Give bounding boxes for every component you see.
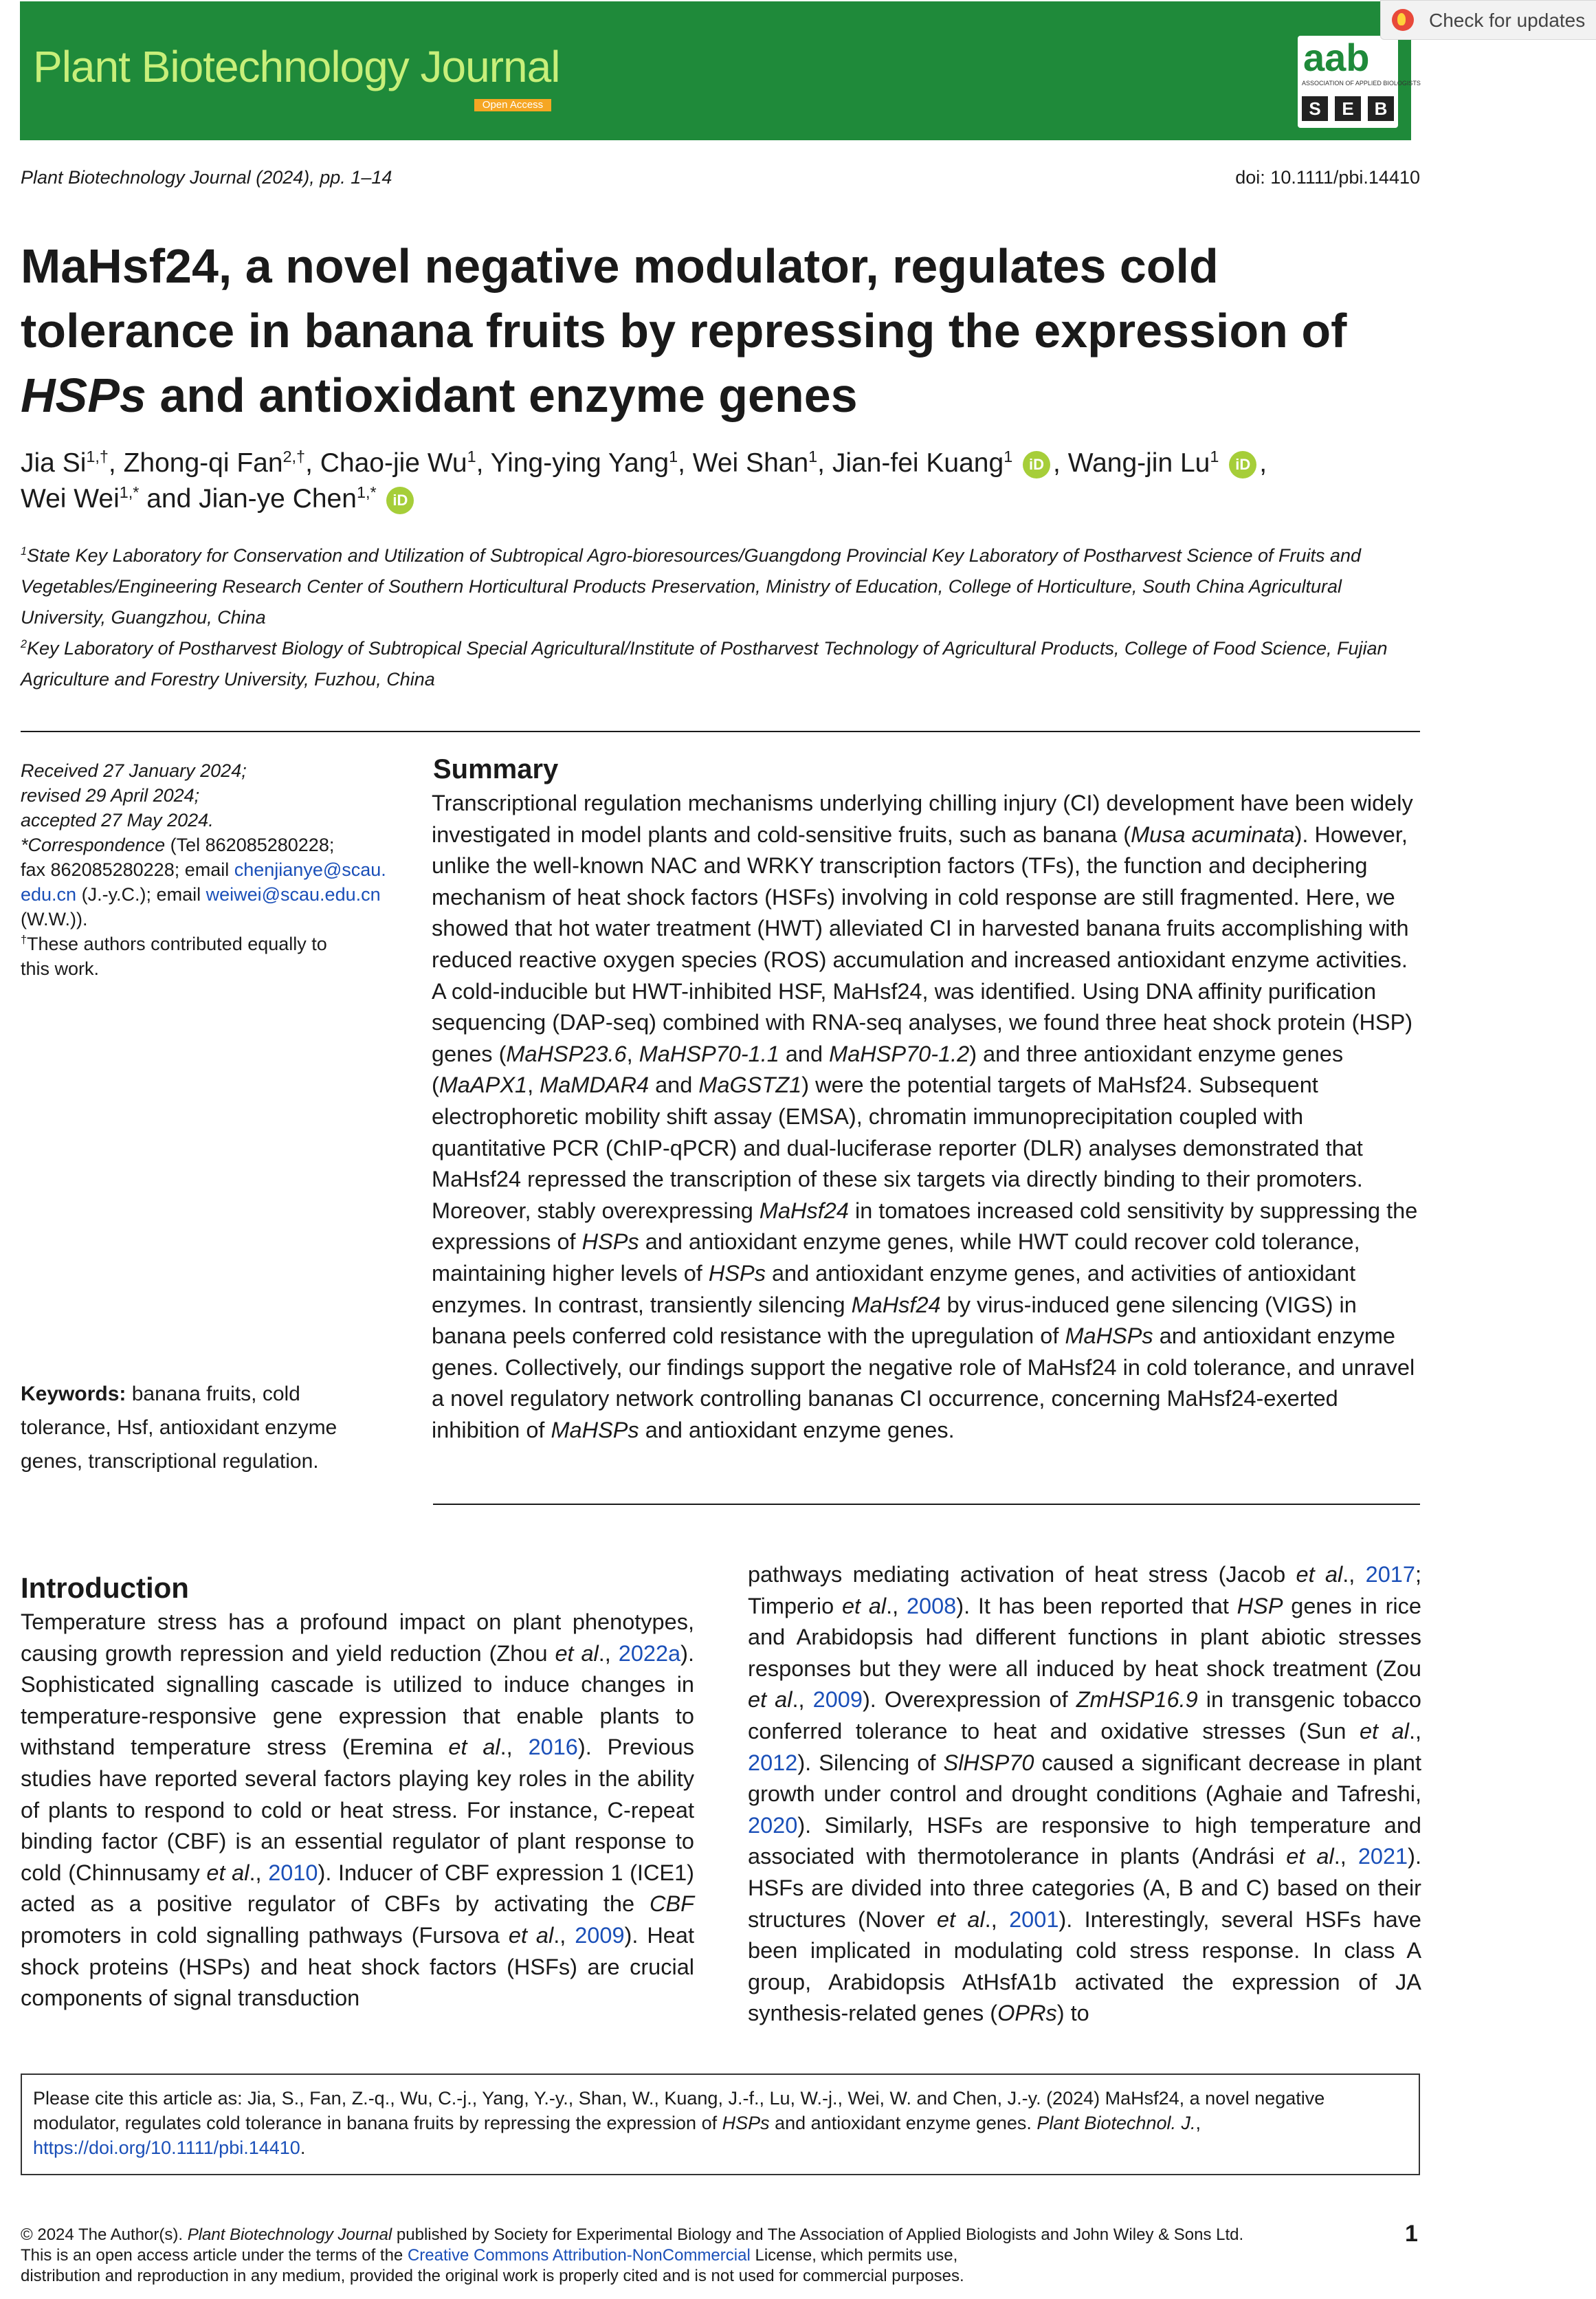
- author-name: Ying-ying Yang: [490, 448, 669, 478]
- orcid-icon[interactable]: iD: [1023, 451, 1050, 478]
- reference-link[interactable]: 2008: [906, 1593, 957, 1618]
- author: [21, 448, 109, 478]
- summary-heading: Summary: [433, 754, 559, 784]
- reference-link[interactable]: 2017: [1365, 1562, 1415, 1587]
- correspondence: [21, 882, 406, 907]
- affiliation: [21, 540, 1430, 633]
- check-updates-icon: [1392, 9, 1414, 31]
- introduction-column-left: Temperature stress has a profound impact on plant phenotypes, causing growth repression and yield reduction (Zhou et al., 2022a). Sophisticated signalling cascade is utilized to induce changes in temperature-responsive gene expression that enable plants to withstand temperature stress (Eremina et al., 2016). Previous studies have reported several factors playing key roles in the ability of plants to respond to cold or heat stress. For instance, C-repeat binding factor (CBF) is an essential regulator of plant response to cold (Chinnusamy et al., 2010). Inducer of CBF expression 1 (ICE1) acted as a positive regulator of CBFs by activating the CBF promoters in cold signalling pathways (Fursova et al., 2009). Heat shock proteins (HSPs) and heat shock factors (HSFs) are crucial components of signal transduction: [21, 1609, 695, 2011]
- seb-letter: S: [1302, 96, 1328, 121]
- reference-link[interactable]: 2001: [1009, 1906, 1059, 1932]
- correspondence-text: fax 862085280228; email: [21, 859, 234, 880]
- author-name: Wei Wei: [21, 484, 120, 514]
- author: [1068, 448, 1219, 478]
- reference-link[interactable]: 2009: [575, 1922, 625, 1948]
- title-line: tolerance in banana fruits by repressing the expression of: [21, 304, 1347, 358]
- author-sup: 1: [1004, 448, 1013, 465]
- reference-link[interactable]: 2016: [528, 1735, 578, 1760]
- author-sup: 1,†: [86, 448, 109, 465]
- email-link[interactable]: weiwei@scau.edu.cn: [206, 884, 381, 905]
- author-name: Wang-jin Lu: [1067, 448, 1210, 478]
- reference-link[interactable]: 2022a: [618, 1640, 681, 1666]
- affiliations: [21, 540, 1430, 695]
- keywords: [21, 1377, 392, 1478]
- author: [199, 484, 376, 514]
- received-date: Received 27 January 2024;: [21, 760, 247, 781]
- equal-contribution: [21, 932, 406, 956]
- title-text: and antioxidant enzyme genes: [146, 368, 858, 422]
- author-sup: 1: [669, 448, 678, 465]
- author: [693, 448, 817, 478]
- accepted-date: accepted 27 May 2024.: [21, 810, 214, 830]
- author-name: Jian-ye Chen: [199, 484, 357, 514]
- correspondence: [21, 857, 406, 882]
- author-name: Chao-jie Wu: [320, 448, 467, 478]
- author-sup: 1: [808, 448, 818, 465]
- email-link[interactable]: chenjianye@scau.: [234, 859, 386, 880]
- doi-link[interactable]: https://doi.org/10.1111/pbi.14410: [33, 2137, 300, 2158]
- author: [21, 484, 139, 514]
- title-italic: HSPs: [21, 368, 146, 422]
- divider: [433, 1504, 1420, 1505]
- orcid-icon[interactable]: iD: [1229, 451, 1256, 478]
- keywords-label: Keywords:: [21, 1383, 126, 1405]
- summary-text: Transcriptional regulation mechanisms underlying chilling injury (CI) development have been widely investigated in model plants and cold-sensitive fruits, such as banana (Musa acuminata). However, unlike the well-known NAC and WRKY transcription factors (TFs), the function and deciphering mechanism of heat shock factors (HSFs) involving in cold response are still fragmented. Here, we showed that hot water treatment (HWT) alleviated CI in harvested banana fruits accomplishing with reduced reactive oxygen species (ROS) accumulation and increased antioxidant enzyme activities. A cold-inducible but HWT-inhibited HSF, MaHsf24, was identified. Using DNA affinity purification sequencing (DAP-seq) combined with RNA-seq analyses, we found three heat shock protein (HSP) genes (MaHSP23.6, MaHSP70-1.1 and MaHSP70-1.2) and three antioxidant enzyme genes (MaAPX1, MaMDAR4 and MaGSTZ1) were the potential targets of MaHsf24. Subsequent electrophoretic mobility shift assay (EMSA), chromatin immunoprecipitation coupled with quantitative PCR (ChIP-qPCR) and dual-luciferase reporter (DLR) analyses demonstrated that MaHsf24 repressed the transcription of these six targets via directly binding to their promoters. Moreover, stably overexpressing MaHsf24 in tomatoes increased cold sensitivity by suppressing the expressions of HSPs and antioxidant enzyme genes, while HWT could recover cold tolerance, maintaining higher levels of HSPs and antioxidant enzyme genes, and activities of antioxidant enzymes. In contrast, transiently silencing MaHsf24 by virus-induced gene silencing (VIGS) in banana peels conferred cold resistance with the upregulation of MaHSPs and antioxidant enzyme genes. Collectively, our findings support the negative role of MaHsf24 in cold tolerance, and unravel a novel regulatory network controlling bananas CI occurrence, concerning MaHsf24-exerted inhibition of MaHSPs and antioxidant enzyme genes.: [432, 791, 1418, 1442]
- title-line: MaHsf24, a novel negative modulator, regulates cold: [21, 239, 1219, 293]
- affiliation: [21, 633, 1430, 695]
- check-updates-label: Check for updates: [1429, 10, 1586, 31]
- author-list: Jia $Si^{1,\dagger}$, Zhong-qi Fan$^{2,\dagger}$, Chao-jie Wu$^1$, Ying-ying Yang$^1$, Wei Shan$^1$, Jian-fei Kuang$^1$ iD , Wang-jin Lu$^1$ iD , Wei Wei$^{1,*}$ and Jian-ye Chen$^{1,*}$ iD: [21, 448, 1267, 514]
- correspondence-text: (J.-y.C.); email: [76, 884, 206, 905]
- aab-logo-text: aab: [1303, 36, 1370, 79]
- page-number: 1: [1405, 2221, 1418, 2247]
- footer-line: © 2024 The Author(s). Plant Biotechnology Journal published by Society for Experimental Biology and The Association of Applied Biologists and John Wiley & Sons Ltd.: [21, 2225, 1244, 2244]
- orcid-icon[interactable]: iD: [386, 487, 414, 514]
- doi: doi: 10.1111/pbi.14410: [1235, 167, 1420, 188]
- article-history: [21, 758, 406, 981]
- author: [832, 448, 1012, 478]
- author-name: Jia Si: [21, 448, 87, 478]
- license-link[interactable]: Creative Commons Attribution-NonCommercial: [407, 2246, 751, 2265]
- dagger: †: [21, 934, 27, 946]
- equal-contribution: this work.: [21, 958, 100, 979]
- author-name: Wei Shan: [692, 448, 809, 478]
- author-sup: 1,*: [119, 483, 140, 501]
- author-name: Jian-fei Kuang: [832, 448, 1004, 478]
- revised-date: revised 29 April 2024;: [21, 785, 200, 806]
- aab-logo: [1298, 36, 1421, 128]
- affiliation-num: 1: [21, 545, 27, 558]
- title-line: [21, 363, 1423, 428]
- footer-line: This is an open access article under the terms of the Creative Commons Attribution-NonCommercial License, which permits use,: [21, 2246, 958, 2265]
- copyright-footer: [21, 2225, 1395, 2287]
- email-link[interactable]: edu.cn: [21, 884, 77, 905]
- affiliation-num: 2: [21, 638, 27, 650]
- author: [124, 448, 306, 478]
- author: [320, 448, 476, 478]
- correspondence: [21, 833, 406, 857]
- introduction-column-right: pathways mediating activation of heat stress (Jacob et al., 2017; Timperio et al., 2008). It has been reported that HSP genes in rice and Arabidopsis had different functions in plant abiotic stresses responses but they were all induced by heat shock treatment (Zou et al., 2009). Overexpression of ZmHSP16.9 in transgenic tobacco conferred tolerance to heat and oxidative stresses (Sun et al., 2012). Silencing of SlHSP70 caused a significant decrease in plant growth under control and drought conditions (Aghaie and Tafreshi, 2020). Similarly, HSFs are responsive to high temperature and associated with thermotolerance in plants (Andrási et al., 2021). HSFs are divided into three categories (A, B and C) based on their structures (Nover et al., 2001). Interestingly, several HSFs have been implicated in modulating cold stress response. In class A group, Arabidopsis AtHsfA1b activated the expression of JA synthesis-related genes (OPRs) to: [748, 1562, 1422, 2026]
- equal-text: These authors contributed equally to: [27, 934, 327, 954]
- correspondence-label: *Correspondence: [21, 835, 166, 855]
- open-access-badge: Open Access: [474, 99, 551, 111]
- reference-link[interactable]: 2020: [748, 1812, 798, 1838]
- seb-letter: E: [1335, 96, 1361, 121]
- article-title: [21, 234, 1423, 428]
- reference-link[interactable]: 2021: [1357, 1844, 1408, 1869]
- reference-link[interactable]: 2010: [268, 1860, 318, 1885]
- citation-box: Please cite this article as: Jia, S., Fan, Z.-q., Wu, C.-j., Yang, Y.-y., Shan, W., Kuang, J.-f., Lu, W.-j., Wei, W. and Chen, J.-y. (2024) MaHsf24, a novel negative modulator, regulates cold tolerance in banana fruits by repressing the expression of HSPs and antioxidant enzyme genes. Plant Biotechnol. J., https://doi.org/10.1111/pbi.14410.: [21, 2074, 1420, 2175]
- aab-logo-subtitle: ASSOCIATION OF APPLIED BIOLOGISTS: [1302, 80, 1421, 87]
- author-sup: 1: [1210, 448, 1219, 465]
- correspondence-text: (Tel 862085280228;: [165, 835, 335, 855]
- author-sup: 1: [467, 448, 476, 465]
- reference-link[interactable]: 2009: [812, 1687, 863, 1713]
- footer-line: distribution and reproduction in any medium, provided the original work is properly cited and is not used for commercial purposes.: [21, 2267, 964, 2285]
- journal-name: Plant Biotechnology Journal: [33, 42, 560, 91]
- check-updates-button[interactable]: [1380, 0, 1596, 40]
- author-sup: 1,*: [356, 483, 377, 501]
- divider: [21, 731, 1420, 732]
- seb-letter: B: [1368, 96, 1394, 121]
- author-sup: 2,†: [282, 448, 306, 465]
- affiliation-text: State Key Laboratory for Conservation and Utilization of Subtropical Agro-bioresources/Guangdong Provincial Key Laboratory of Postharvest Science of Fruits and Vegetables/Engineering Research Center of Southern Horticultural Products Preservation, Ministry of Education, College of Horticulture, South China Agricultural University, Guangzhou, China: [21, 545, 1362, 628]
- correspondence: (W.W.)).: [21, 909, 88, 930]
- journal-citation: Plant Biotechnology Journal (2024), pp. 1–14: [21, 167, 392, 188]
- author: [491, 448, 678, 478]
- author-name: Zhong-qi Fan: [123, 448, 283, 478]
- reference-link[interactable]: 2012: [748, 1750, 798, 1775]
- keywords-text: banana fruits, cold tolerance, Hsf, antioxidant enzyme genes, transcriptional regulation.: [21, 1383, 337, 1473]
- introduction-heading: Introduction: [21, 1572, 189, 1604]
- affiliation-text: Key Laboratory of Postharvest Biology of Subtropical Special Agricultural/Institute of Postharvest Technology of Agricultural Products, College of Food Science, Fujian Agriculture and Forestry University, Fuzhou, China: [21, 638, 1388, 690]
